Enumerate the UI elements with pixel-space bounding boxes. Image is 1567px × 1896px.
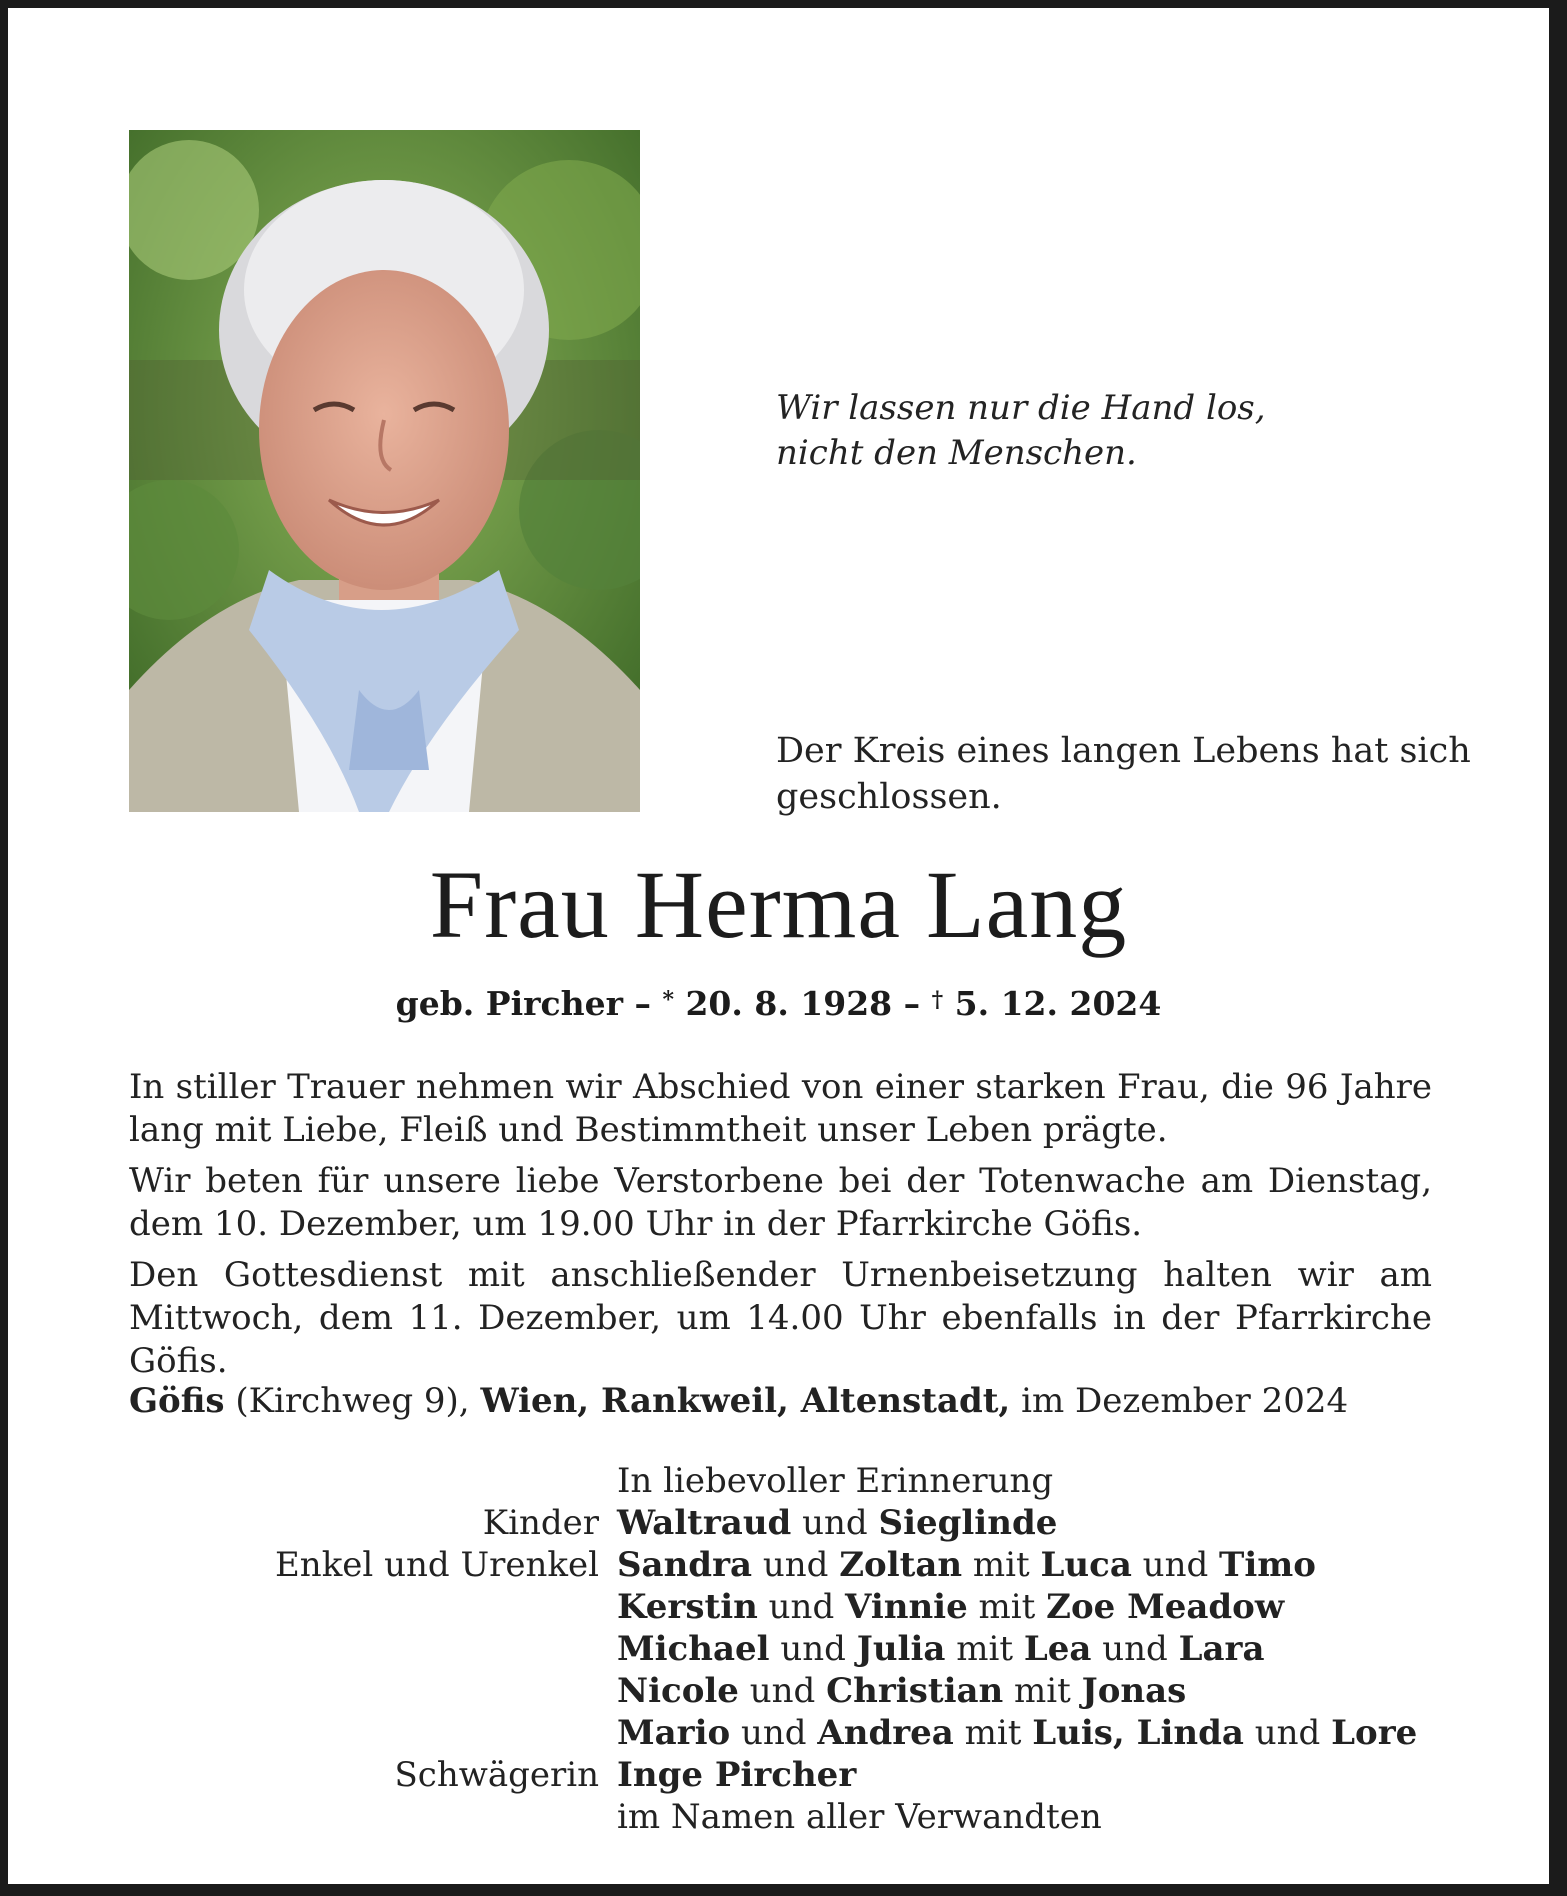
mourner-names: Waltraud und Sieglinde: [617, 1503, 1058, 1543]
circle-of-life-text: [776, 728, 1471, 820]
relation-label: Kinder: [482, 1503, 599, 1543]
relation-label: Enkel und Urenkel: [274, 1545, 599, 1585]
life-dates: [8, 982, 1549, 1026]
date-text: im Dezember 2024: [1010, 1381, 1349, 1421]
mourner-names: Kerstin und Vinnie mit Zoe Meadow: [617, 1587, 1285, 1627]
mourner-names: Inge Pircher: [617, 1755, 857, 1795]
separator: –: [622, 984, 663, 1023]
mourner-row: [129, 1670, 1449, 1712]
mourner-row: [129, 1754, 1449, 1796]
paragraph: Den Gottesdienst mit anschließender Urnenbeisetzung halten wir am Mittwoch, dem 11. Dezember, um 14.00 Uhr ebenfalls in der Pfarrkirche Göfis.: [129, 1255, 1432, 1381]
quote-line: nicht den Menschen.: [776, 433, 1137, 473]
mourner-names: Sandra und Zoltan mit Luca und Timo: [617, 1545, 1316, 1585]
mourner-names: Nicole und Christian mit Jonas: [617, 1671, 1187, 1711]
memorial-quote: [776, 386, 1266, 476]
birth-name: geb. Pircher: [395, 984, 623, 1023]
mourner-row: [129, 1586, 1449, 1628]
separator: –: [892, 984, 932, 1023]
places-line: [129, 1379, 1348, 1423]
mourner-row: [129, 1544, 1449, 1586]
mourner-row: [129, 1712, 1449, 1754]
place: Wien, Rankweil, Altenstadt,: [480, 1381, 1011, 1421]
deceased-name: Frau Herma Lang: [429, 851, 1128, 958]
portrait-photo: [129, 130, 640, 812]
mourners-intro: In liebevoller Erinnerung: [617, 1461, 1054, 1501]
mourner-row: [129, 1460, 1449, 1502]
obituary-page: [8, 8, 1549, 1884]
birth-date: 20. 8. 1928: [673, 984, 893, 1023]
relation-label: Schwägerin: [394, 1755, 599, 1795]
death-date: 5. 12. 2024: [943, 984, 1162, 1023]
birth-symbol: *: [662, 987, 674, 1013]
paragraph: Wir beten für unsere liebe Verstorbene bei der Totenwache am Dienstag, dem 10. Dezember, um 19.00 Uhr in der Pfarrkirche Göfis.: [129, 1161, 1432, 1244]
mourner-row: [129, 1502, 1449, 1544]
mourners-outro: im Namen aller Verwandten: [617, 1797, 1102, 1837]
place-detail: (Kirchweg 9),: [224, 1381, 481, 1421]
death-symbol: †: [931, 987, 944, 1013]
paragraph: In stiller Trauer nehmen wir Abschied von einer starken Frau, die 96 Jahre lang mit Liebe, Fleiß und Bestimmtheit unser Leben prägte.: [129, 1067, 1432, 1150]
announcement-text: [129, 1066, 1432, 1391]
circle-line: geschlossen.: [776, 777, 1002, 817]
mourner-row: [129, 1628, 1449, 1670]
place: Göfis: [129, 1381, 225, 1421]
circle-line: Der Kreis eines langen Lebens hat sich: [776, 731, 1471, 771]
mourners-list: [129, 1460, 1449, 1838]
mourner-row: [129, 1796, 1449, 1838]
mourner-names: Michael und Julia mit Lea und Lara: [617, 1629, 1265, 1669]
portrait-illustration: [129, 130, 640, 812]
mourner-names: Mario und Andrea mit Luis, Linda und Lore: [617, 1713, 1418, 1753]
quote-line: Wir lassen nur die Hand los,: [776, 388, 1266, 428]
